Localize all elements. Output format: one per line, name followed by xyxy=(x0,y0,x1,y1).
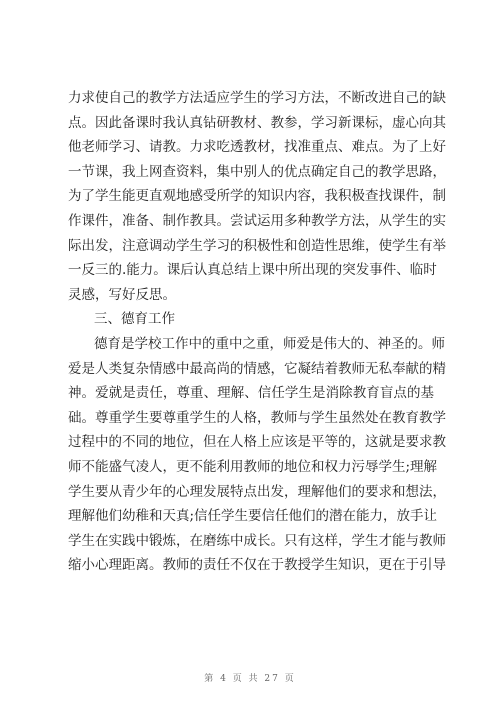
text-line: 灵感，写好反思。 xyxy=(68,286,176,303)
page-footer: 第 4 页 共 27 页 xyxy=(204,674,296,684)
text-line: 一反三的.能力。课后认真总结上课中所出现的突发事件、临时 xyxy=(68,262,437,279)
text-line: 际出发，注意调动学生学习的积极性和创造性思维，使学生有举 xyxy=(68,237,446,254)
text-line: 学生要从青少年的心理发展特点出发，理解他们的要求和想法， xyxy=(68,483,446,500)
text-line: 师不能盛气凌人，更不能利用教师的地位和权力污辱学生;理解 xyxy=(68,458,438,475)
text-line: 础。尊重学生要尊重学生的人格，教师与学生虽然处在教育教学 xyxy=(68,409,446,426)
body-text xyxy=(68,86,446,578)
text-line: 点。因此备课时我认真钻研教材、教参，学习新课标，虚心向其 xyxy=(68,114,446,131)
text-line: 他老师学习、请教。力求吃透教材，找准重点、难点。为了上好 xyxy=(68,139,446,156)
text-line: 神。爱就是责任，尊重、理解、信任学生是消除教育盲点的基 xyxy=(68,385,434,402)
text-line: 作课件，准备、制作教具。尝试运用多种教学方法，从学生的实 xyxy=(68,212,446,229)
text-line: 德育是学校工作中的重中之重，师爱是伟大的、神圣的。师 xyxy=(94,335,445,352)
text-line: 力求使自己的教学方法适应学生的学习方法，不断改进自己的缺 xyxy=(68,90,446,106)
text-line: 为了学生能更直观地感受所学的知识内容，我积极查找课件，制 xyxy=(68,188,446,205)
text-line: 缩小心理距离。教师的责任不仅在于教授学生知识，更在于引导 xyxy=(68,557,446,574)
text-line: 过程中的不同的地位，但在人格上应该是平等的，这就是要求教 xyxy=(68,434,446,451)
text-line: 理解他们幼稚和天真;信任学生要信任他们的潜在能力，放手让 xyxy=(68,508,438,525)
text-line: 学生在实践中锻炼，在磨练中成长。只有这样，学生才能与教师 xyxy=(68,532,446,549)
text-line: 一节课，我上网查资料，集中别人的优点确定自己的教学思路， xyxy=(68,163,446,180)
text-line: 爱是人类复杂情感中最高尚的情感，它凝结着教师无私奉献的精 xyxy=(68,360,446,377)
section-heading: 三、德育工作 xyxy=(94,311,175,328)
